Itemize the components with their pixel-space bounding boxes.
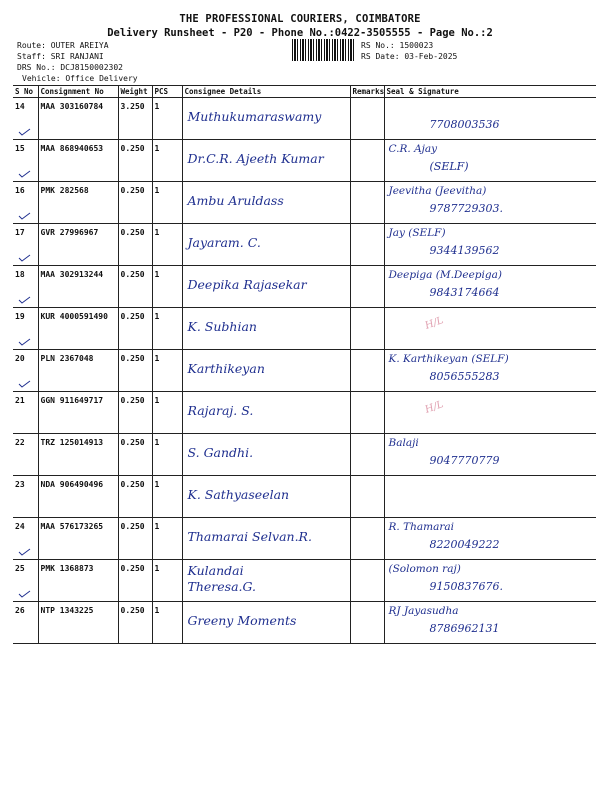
signature-name: K. Karthikeyan (SELF) bbox=[388, 353, 509, 365]
consignee-cell bbox=[182, 602, 350, 644]
weight-value: 0.250 bbox=[118, 518, 152, 560]
weight-value: 0.250 bbox=[118, 224, 152, 266]
col-pcs: PCS bbox=[152, 86, 182, 98]
consignment-no: MAA 303160784 bbox=[38, 98, 118, 140]
col-consignment: Consignment No bbox=[38, 86, 118, 98]
drs-number: DRS No.: DCJ8150002302 bbox=[17, 63, 123, 72]
remarks-cell bbox=[350, 98, 384, 140]
consignee-name: S. Gandhi. bbox=[187, 445, 254, 460]
pcs-value: 1 bbox=[152, 518, 182, 560]
consignee-cell bbox=[182, 224, 350, 266]
consignee-name: Rajaraj. S. bbox=[187, 403, 254, 418]
remarks-cell bbox=[350, 224, 384, 266]
consignee-cell bbox=[182, 308, 350, 350]
consignee-cell bbox=[182, 98, 350, 140]
pcs-value: 1 bbox=[152, 560, 182, 602]
absent-stamp: H/L bbox=[423, 399, 445, 416]
absent-stamp: H/L bbox=[423, 315, 445, 332]
table-row bbox=[13, 224, 596, 266]
checkmark-icon bbox=[18, 128, 31, 136]
checkmark-icon bbox=[18, 548, 31, 556]
consignment-no: NTP 1343225 bbox=[38, 602, 118, 644]
signature-phone: 9047770779 bbox=[429, 454, 500, 467]
pcs-value: 1 bbox=[152, 434, 182, 476]
sno-cell bbox=[13, 434, 38, 476]
seal-signature-cell bbox=[384, 476, 596, 518]
signature-phone: 8220049222 bbox=[429, 538, 500, 551]
consignee-name: K. Sathyaseelan bbox=[187, 487, 290, 502]
remarks-cell bbox=[350, 140, 384, 182]
consignee-name: Dr.C.R. Ajeeth Kumar bbox=[187, 151, 324, 166]
table-row bbox=[13, 434, 596, 476]
remarks-cell bbox=[350, 518, 384, 560]
signature-name: (Solomon raj) bbox=[388, 563, 461, 575]
seal-signature-cell bbox=[384, 182, 596, 224]
consignee-cell bbox=[182, 560, 350, 602]
weight-value: 3.250 bbox=[118, 98, 152, 140]
remarks-cell bbox=[350, 392, 384, 434]
signature-name: R. Thamarai bbox=[388, 521, 454, 533]
seal-signature-cell bbox=[384, 518, 596, 560]
consignee-name: K. Subhian bbox=[187, 319, 257, 334]
remarks-cell bbox=[350, 434, 384, 476]
row-sno: 16 bbox=[15, 186, 25, 195]
seal-signature-cell bbox=[384, 602, 596, 644]
weight-value: 0.250 bbox=[118, 140, 152, 182]
consignee-name: Karthikeyan bbox=[187, 361, 265, 376]
weight-value: 0.250 bbox=[118, 308, 152, 350]
seal-signature-cell bbox=[384, 224, 596, 266]
signature-phone: 9787729303. bbox=[429, 202, 503, 215]
row-sno: 20 bbox=[15, 354, 25, 363]
consignee-name: Ambu Aruldass bbox=[187, 193, 284, 208]
signature-name: Jay (SELF) bbox=[388, 227, 446, 239]
pcs-value: 1 bbox=[152, 308, 182, 350]
consignment-no: PMK 282568 bbox=[38, 182, 118, 224]
consignee-name: Deepika Rajasekar bbox=[187, 277, 307, 292]
weight-value: 0.250 bbox=[118, 392, 152, 434]
consignee-name: Greeny Moments bbox=[187, 613, 297, 628]
table-row bbox=[13, 560, 596, 602]
table-row bbox=[13, 518, 596, 560]
sno-cell bbox=[13, 602, 38, 644]
consignment-no: MAA 302913244 bbox=[38, 266, 118, 308]
signature-name: Jeevitha (Jeevitha) bbox=[388, 185, 487, 197]
row-sno: 19 bbox=[15, 312, 25, 321]
consignee-cell bbox=[182, 350, 350, 392]
pcs-value: 1 bbox=[152, 266, 182, 308]
consignment-no: TRZ 125014913 bbox=[38, 434, 118, 476]
remarks-cell bbox=[350, 476, 384, 518]
remarks-cell bbox=[350, 266, 384, 308]
vehicle-label: Vehicle: Office Delivery bbox=[22, 74, 138, 83]
weight-value: 0.250 bbox=[118, 350, 152, 392]
consignee-cell bbox=[182, 434, 350, 476]
consignment-no: PMK 1368873 bbox=[38, 560, 118, 602]
remarks-cell bbox=[350, 350, 384, 392]
table-row bbox=[13, 266, 596, 308]
checkmark-icon bbox=[18, 380, 31, 388]
col-sno: S No bbox=[13, 86, 38, 98]
barcode-image bbox=[292, 39, 354, 61]
sno-cell bbox=[13, 392, 38, 434]
seal-signature-cell bbox=[384, 434, 596, 476]
signature-phone: 9150837676. bbox=[429, 580, 503, 593]
table-header-row bbox=[13, 86, 596, 98]
staff-label: Staff: SRI RANJANI bbox=[17, 52, 104, 61]
sno-cell bbox=[13, 98, 38, 140]
seal-signature-cell bbox=[384, 266, 596, 308]
pcs-value: 1 bbox=[152, 98, 182, 140]
consignee-name: Jayaram. C. bbox=[187, 235, 261, 250]
table-row bbox=[13, 350, 596, 392]
row-sno: 14 bbox=[15, 102, 25, 111]
row-sno: 22 bbox=[15, 438, 25, 447]
consignment-no: KUR 4000591490 bbox=[38, 308, 118, 350]
table-row bbox=[13, 476, 596, 518]
sno-cell bbox=[13, 308, 38, 350]
consignee-name: Kulandai Theresa.G. bbox=[187, 563, 257, 594]
checkmark-icon bbox=[18, 212, 31, 220]
consignment-no: NDA 906490496 bbox=[38, 476, 118, 518]
row-sno: 21 bbox=[15, 396, 25, 405]
signature-phone: 9344139562 bbox=[429, 244, 500, 257]
row-sno: 25 bbox=[15, 564, 25, 573]
row-sno: 24 bbox=[15, 522, 25, 531]
seal-signature-cell bbox=[384, 140, 596, 182]
table-row bbox=[13, 308, 596, 350]
col-weight: Weight bbox=[118, 86, 152, 98]
consignment-no: GVR 27996967 bbox=[38, 224, 118, 266]
pcs-value: 1 bbox=[152, 602, 182, 644]
consignee-cell bbox=[182, 392, 350, 434]
weight-value: 0.250 bbox=[118, 560, 152, 602]
checkmark-icon bbox=[18, 170, 31, 178]
seal-signature-cell bbox=[384, 98, 596, 140]
consignee-cell bbox=[182, 476, 350, 518]
pcs-value: 1 bbox=[152, 224, 182, 266]
consignment-no: MAA 868940653 bbox=[38, 140, 118, 182]
checkmark-icon bbox=[18, 338, 31, 346]
pcs-value: 1 bbox=[152, 182, 182, 224]
sno-cell bbox=[13, 560, 38, 602]
signature-phone: 7708003536 bbox=[429, 118, 500, 131]
remarks-cell bbox=[350, 560, 384, 602]
pcs-value: 1 bbox=[152, 350, 182, 392]
consignee-cell bbox=[182, 182, 350, 224]
seal-signature-cell bbox=[384, 308, 596, 350]
sno-cell bbox=[13, 518, 38, 560]
signature-phone: (SELF) bbox=[429, 160, 469, 173]
weight-value: 0.250 bbox=[118, 602, 152, 644]
signature-name: C.R. Ajay bbox=[388, 143, 438, 155]
runsheet-subtitle: Delivery Runsheet - P20 - Phone No.:0422-3505555 - Page No.:2 bbox=[107, 27, 493, 39]
table-row bbox=[13, 140, 596, 182]
consignment-no: MAA 576173265 bbox=[38, 518, 118, 560]
signature-phone: 8786962131 bbox=[429, 622, 500, 635]
seal-signature-cell bbox=[384, 560, 596, 602]
signature-name: Balaji bbox=[388, 437, 419, 449]
weight-value: 0.250 bbox=[118, 266, 152, 308]
checkmark-icon bbox=[18, 254, 31, 262]
weight-value: 0.250 bbox=[118, 434, 152, 476]
sno-cell bbox=[13, 140, 38, 182]
col-remarks: Remarks bbox=[350, 86, 384, 98]
weight-value: 0.250 bbox=[118, 182, 152, 224]
sno-cell bbox=[13, 224, 38, 266]
row-sno: 18 bbox=[15, 270, 25, 279]
sno-cell bbox=[13, 182, 38, 224]
remarks-cell bbox=[350, 308, 384, 350]
table-row bbox=[13, 98, 596, 140]
rs-number: RS No.: 1500023 bbox=[361, 41, 434, 50]
route-label: Route: OUTER AREIYA bbox=[17, 41, 109, 50]
seal-signature-cell bbox=[384, 350, 596, 392]
table-row bbox=[13, 182, 596, 224]
remarks-cell bbox=[350, 602, 384, 644]
consignment-no: GGN 911649717 bbox=[38, 392, 118, 434]
col-seal-signature: Seal & Signature bbox=[384, 86, 596, 98]
company-title: THE PROFESSIONAL COURIERS, COIMBATORE bbox=[179, 13, 421, 25]
checkmark-icon bbox=[18, 590, 31, 598]
checkmark-icon bbox=[18, 296, 31, 304]
signature-name: Deepiga (M.Deepiga) bbox=[388, 269, 502, 281]
signature-phone: 9843174664 bbox=[429, 286, 500, 299]
rs-date: RS Date: 03-Feb-2025 bbox=[361, 52, 458, 61]
consignment-no: PLN 2367048 bbox=[38, 350, 118, 392]
pcs-value: 1 bbox=[152, 476, 182, 518]
consignee-name: Thamarai Selvan.R. bbox=[187, 529, 312, 544]
col-consignee: Consignee Details bbox=[182, 86, 350, 98]
table-row bbox=[13, 602, 596, 644]
consignee-cell bbox=[182, 140, 350, 182]
row-sno: 23 bbox=[15, 480, 25, 489]
runsheet-table bbox=[13, 85, 596, 644]
signature-name: RJ Jayasudha bbox=[388, 605, 459, 617]
sno-cell bbox=[13, 266, 38, 308]
row-sno: 17 bbox=[15, 228, 25, 237]
table-row bbox=[13, 392, 596, 434]
sno-cell bbox=[13, 350, 38, 392]
weight-value: 0.250 bbox=[118, 476, 152, 518]
consignee-cell bbox=[182, 518, 350, 560]
remarks-cell bbox=[350, 182, 384, 224]
pcs-value: 1 bbox=[152, 140, 182, 182]
consignee-name: Muthukumaraswamy bbox=[187, 109, 322, 124]
pcs-value: 1 bbox=[152, 392, 182, 434]
sno-cell bbox=[13, 476, 38, 518]
signature-phone: 8056555283 bbox=[429, 370, 500, 383]
row-sno: 15 bbox=[15, 144, 25, 153]
row-sno: 26 bbox=[15, 606, 25, 615]
consignee-cell bbox=[182, 266, 350, 308]
seal-signature-cell bbox=[384, 392, 596, 434]
